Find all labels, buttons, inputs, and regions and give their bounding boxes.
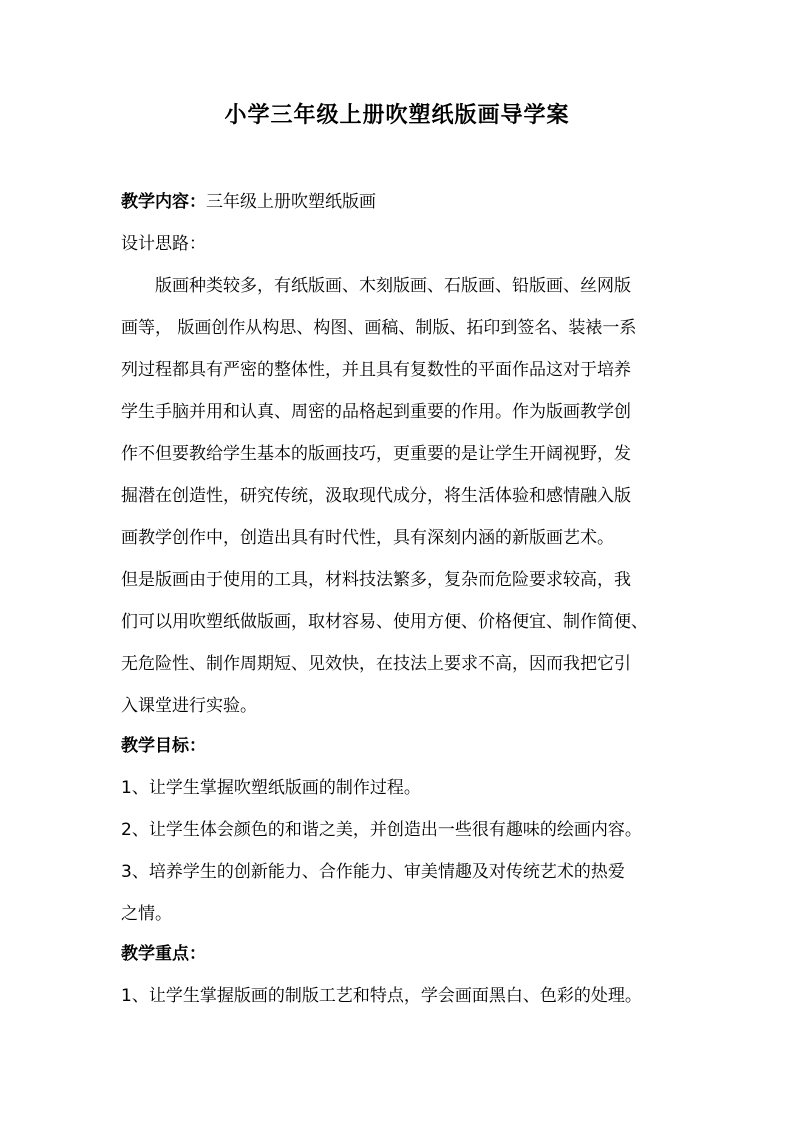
- content-value: 三年级上册吹塑纸版画: [206, 192, 376, 212]
- key-point-item: 1、让学生掌握版画的制版工艺和特点，学会画面黑白、色彩的处理。: [121, 986, 642, 1006]
- paragraph-line: 作不但要教给学生基本的版画技巧，更重要的是让学生开阔视野，发: [121, 444, 631, 464]
- goals-label: 教学目标：: [121, 736, 206, 756]
- paragraph-line: 掘潜在创造性，研究传统，汲取现代成分，将生活体验和感情融入版: [121, 486, 631, 506]
- goal-item: 3、培养学生的创新能力、合作能力、审美情趣及对传统艺术的热爱: [121, 862, 625, 882]
- paragraph-line: 无危险性、制作周期短、见效快，在技法上要求不高，因而我把它引: [121, 654, 631, 674]
- paragraph-line: 但是版画由于使用的工具，材料技法繁多，复杂而危险要求较高，我: [121, 570, 631, 590]
- paragraph-line: 入课堂进行实验。: [121, 696, 257, 716]
- content-label: 教学内容：: [121, 192, 206, 212]
- goal-item: 1、让学生掌握吹塑纸版画的制作过程。: [121, 778, 421, 798]
- paragraph-line: 画教学创作中，创造出具有时代性，具有深刻内涵的新版画艺术。: [121, 528, 614, 548]
- paragraph-line: 们可以用吹塑纸做版画，取材容易、使用方便、价格便宜、制作简便、: [121, 612, 648, 632]
- content-line: [121, 190, 376, 214]
- paragraph-line: 版画种类较多，有纸版画、木刻版画、石版画、铅版画、丝网版: [121, 276, 631, 296]
- paragraph-line: 画等， 版画创作从构思、构图、画稿、制版、拓印到签名、装裱一系: [121, 318, 637, 338]
- paragraph-line: 列过程都具有严密的整体性，并且具有复数性的平面作品这对于培养: [121, 360, 631, 380]
- key-points-label: 教学重点：: [121, 944, 206, 964]
- design-label: 设计思路：: [121, 234, 206, 254]
- goal-item: 2、让学生体会颜色的和谐之美，并创造出一些很有趣味的绘画内容。: [121, 820, 642, 840]
- goal-item: 之情。: [121, 904, 172, 924]
- paragraph-line: 学生手脑并用和认真、周密的品格起到重要的作用。作为版画教学创: [121, 402, 631, 422]
- document-title: 小学三年级上册吹塑纸版画导学案: [224, 102, 570, 128]
